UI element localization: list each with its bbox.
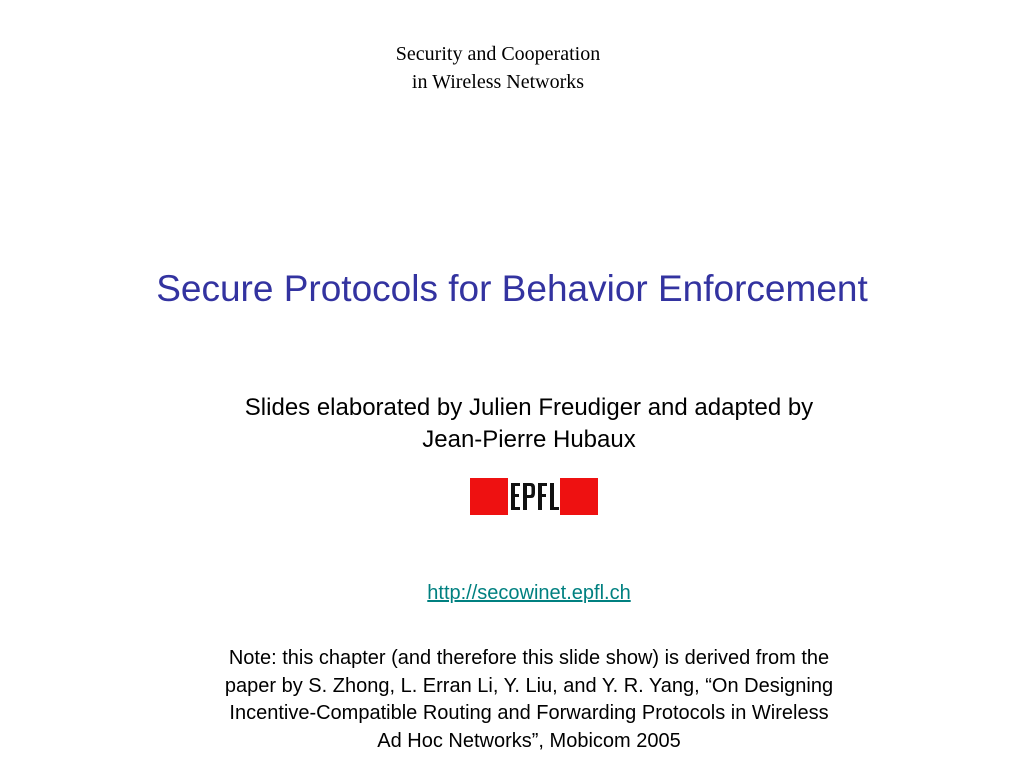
website-link-container (0, 580, 1024, 606)
subtitle-line-2: Jean-Pierre Hubaux (422, 426, 636, 453)
epfl-logo-icon (470, 478, 598, 515)
note-line-3: Incentive-Compatible Routing and Forwarding Protocols in Wireless (229, 702, 829, 724)
note-line-4: Ad Hoc Networks”, Mobicom 2005 (377, 729, 681, 752)
header-line-2: in Wireless Networks (411, 71, 585, 93)
note-line-2: paper by S. Zhong, L. Erran Li, Y. Liu, and Y. R. Yang, “On Designing (224, 674, 834, 697)
slide-subtitle (0, 392, 1024, 456)
slide-note (0, 645, 1024, 755)
subtitle-line-1: Slides elaborated by Julien Freudiger and adapted by (244, 394, 814, 421)
slide-header (0, 40, 996, 96)
header-line-1: Security and Cooperation (395, 43, 601, 65)
note-line-1: Note: this chapter (and therefore this slide show) is derived from the (228, 647, 830, 669)
website-link[interactable]: http://secowinet.epfl.ch (427, 582, 631, 604)
slide-title: Secure Protocols for Behavior Enforcement (156, 268, 868, 309)
